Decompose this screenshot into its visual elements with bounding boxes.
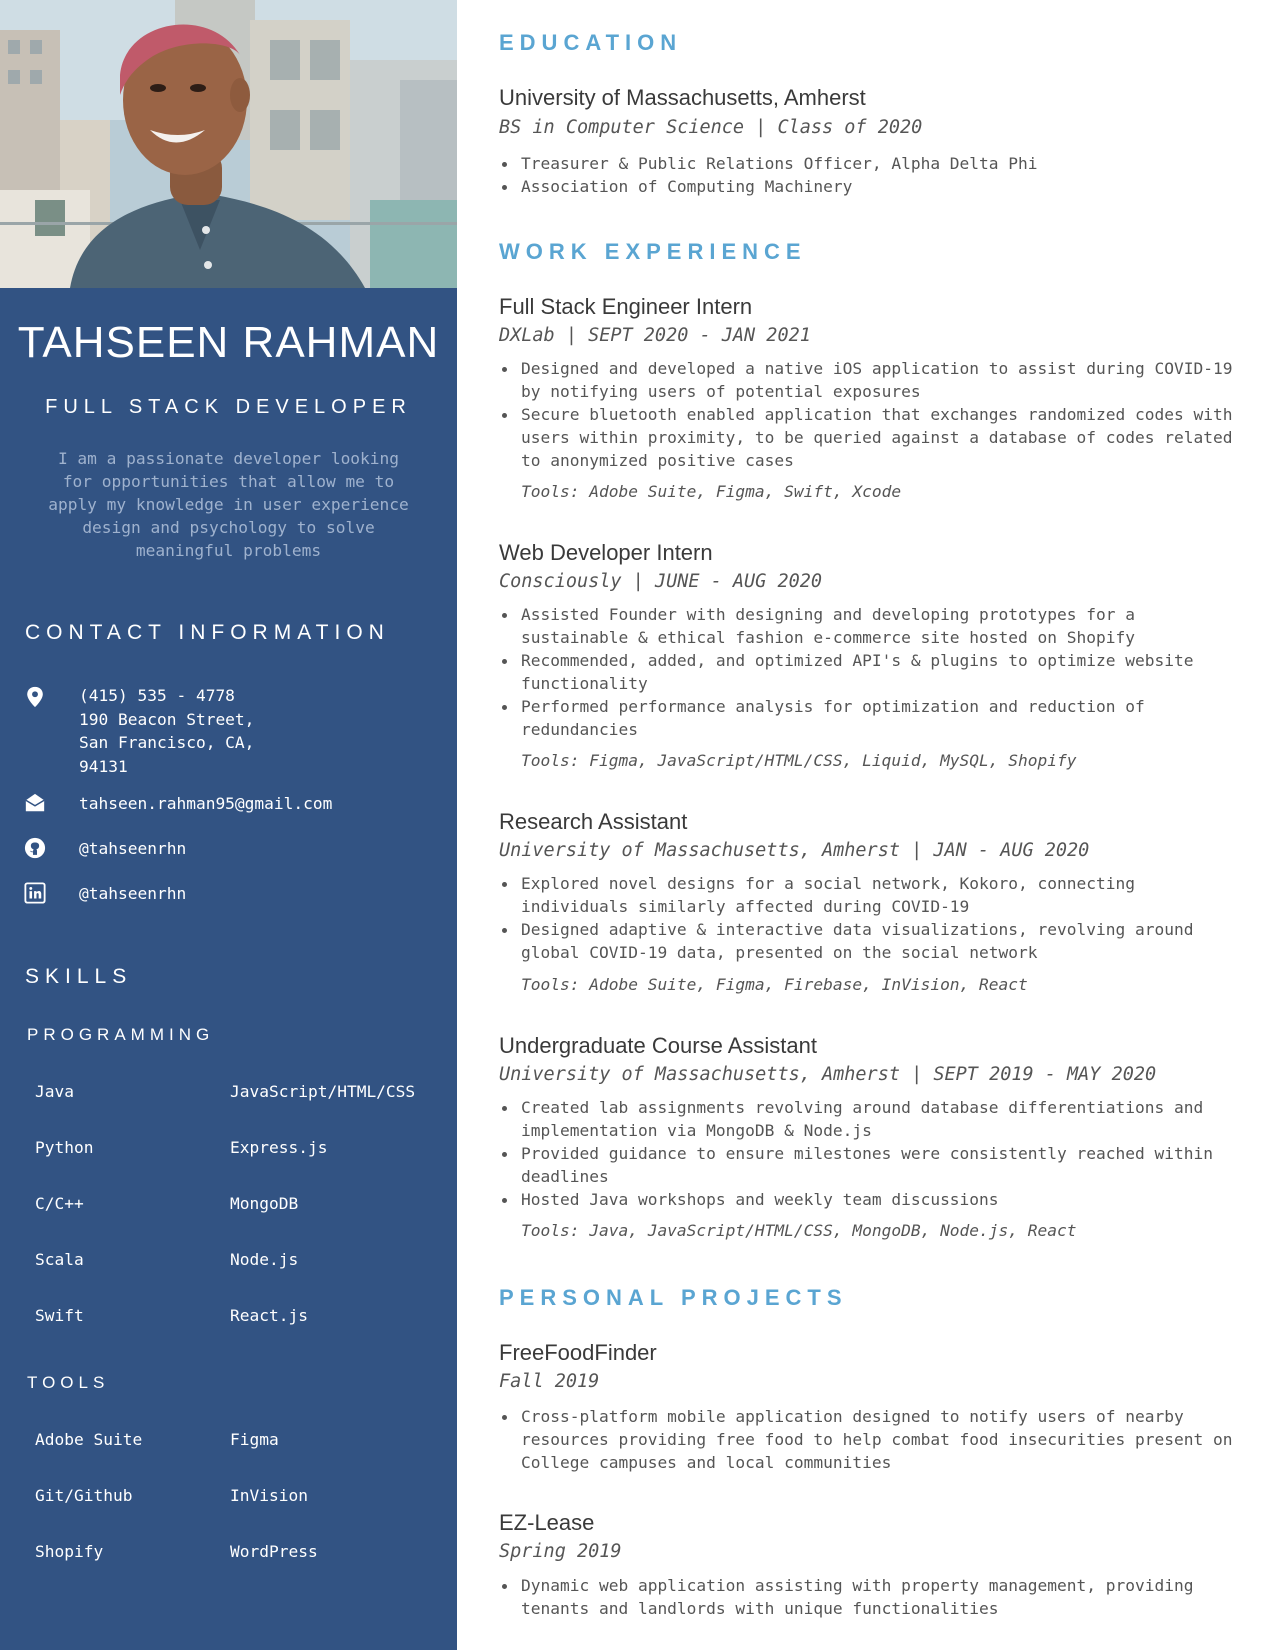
project-title: FreeFoodFinder bbox=[499, 1340, 657, 1365]
school-name: University of Massachusetts, Amherst bbox=[499, 85, 866, 110]
skill-item: Java bbox=[35, 1082, 74, 1101]
skill-item: C/C++ bbox=[35, 1194, 84, 1213]
list-item: Explored novel designs for a social network, Kokoro, connecting individuals similarly affected during COVID-19 bbox=[499, 872, 1239, 918]
tool-item: WordPress bbox=[230, 1542, 318, 1561]
skills-heading: SKILLS bbox=[25, 965, 133, 988]
projects-heading: PERSONAL PROJECTS bbox=[499, 1285, 848, 1310]
main-content bbox=[499, 0, 1244, 1650]
skill-item: MongoDB bbox=[230, 1194, 299, 1213]
tools-heading: TOOLS bbox=[27, 1373, 110, 1392]
job-title: Undergraduate Course Assistant bbox=[499, 1033, 817, 1058]
job-bullets bbox=[499, 872, 1239, 964]
linkedin-icon bbox=[24, 882, 46, 904]
sidebar bbox=[0, 0, 457, 1650]
skill-item: Swift bbox=[35, 1306, 84, 1325]
tool-item: Figma bbox=[230, 1430, 279, 1449]
skill-item: Scala bbox=[35, 1250, 84, 1269]
tool-item: Shopify bbox=[35, 1542, 104, 1561]
list-item: Secure bluetooth enabled application that exchanges randomized codes with users within proximity, to be queried against a database of codes related to anonymized positive cases bbox=[499, 403, 1239, 472]
phone-and-address: (415) 535 - 4778 190 Beacon Street, San Francisco, CA, 94131 bbox=[79, 686, 255, 776]
list-item: Provided guidance to ensure milestones were consistently reached within deadlines bbox=[499, 1142, 1239, 1188]
list-item: Recommended, added, and optimized API's & plugins to optimize website functionality bbox=[499, 649, 1239, 695]
programming-heading: PROGRAMMING bbox=[27, 1025, 215, 1044]
project-date: Fall 2019 bbox=[499, 1371, 600, 1392]
job-company-dates: Consciously | JUNE - AUG 2020 bbox=[499, 571, 823, 592]
github-icon bbox=[24, 837, 46, 859]
job-title: Full Stack Engineer Intern bbox=[499, 294, 753, 319]
profile-photo bbox=[0, 0, 457, 288]
email-link[interactable]: tahseen.rahman95@gmail.com bbox=[79, 794, 333, 813]
education-bullets bbox=[499, 152, 1239, 198]
linkedin-link[interactable]: @tahseenrhn bbox=[79, 884, 187, 903]
job-title: Research Assistant bbox=[499, 809, 688, 834]
job-bullets bbox=[499, 357, 1239, 472]
job-title: Web Developer Intern bbox=[499, 540, 713, 565]
project-bullets bbox=[499, 1405, 1239, 1474]
list-item: Association of Computing Machinery bbox=[499, 175, 1239, 198]
list-item: Assisted Founder with designing and developing prototypes for a sustainable & ethical fashion e-commerce site hosted on Shopify bbox=[499, 603, 1239, 649]
location-pin-icon bbox=[24, 686, 46, 708]
job-company-dates: DXLab | SEPT 2020 - JAN 2021 bbox=[499, 325, 811, 346]
contact-heading: CONTACT INFORMATION bbox=[25, 621, 390, 644]
job-bullets bbox=[499, 603, 1239, 741]
job-company-dates: University of Massachusetts, Amherst | JAN - AUG 2020 bbox=[499, 840, 1090, 861]
bio-summary: I am a passionate developer looking for opportunities that allow me to apply my knowledge in user experience design and psychology to solve meaningful problems bbox=[48, 449, 409, 560]
list-item: Cross-platform mobile application designed to notify users of nearby resources providing free food to help combat food insecurities present on College campuses and local communities bbox=[499, 1405, 1239, 1474]
list-item: Designed and developed a native iOS application to assist during COVID-19 by notifying users of potential exposures bbox=[499, 357, 1239, 403]
job-tools: Tools: Figma, JavaScript/HTML/CSS, Liquid, MySQL, Shopify bbox=[521, 751, 1077, 770]
skill-item: Express.js bbox=[230, 1138, 328, 1157]
job-bullets bbox=[499, 1096, 1239, 1211]
project-bullets bbox=[499, 1574, 1239, 1620]
job-company-dates: University of Massachusetts, Amherst | SEPT 2019 - MAY 2020 bbox=[499, 1064, 1157, 1085]
degree-line: BS in Computer Science | Class of 2020 bbox=[499, 117, 923, 138]
tool-item: Adobe Suite bbox=[35, 1430, 143, 1449]
education-heading: EDUCATION bbox=[499, 30, 683, 55]
skill-item: React.js bbox=[230, 1306, 308, 1325]
job-tools: Tools: Adobe Suite, Figma, Firebase, InVision, React bbox=[521, 975, 1028, 994]
skill-item: Node.js bbox=[230, 1250, 299, 1269]
project-title: EZ-Lease bbox=[499, 1510, 595, 1535]
tool-item: InVision bbox=[230, 1486, 308, 1505]
list-item: Treasurer & Public Relations Officer, Alpha Delta Phi bbox=[499, 152, 1239, 175]
envelope-icon bbox=[24, 792, 46, 814]
work-heading: WORK EXPERIENCE bbox=[499, 239, 807, 264]
list-item: Hosted Java workshops and weekly team discussions bbox=[499, 1188, 1239, 1211]
skill-item: Python bbox=[35, 1138, 94, 1157]
list-item: Dynamic web application assisting with property management, providing tenants and landlords with unique functionalities bbox=[499, 1574, 1239, 1620]
tool-item: Git/Github bbox=[35, 1486, 133, 1505]
list-item: Created lab assignments revolving around database differentiations and implementation via MongoDB & Node.js bbox=[499, 1096, 1239, 1142]
job-tools: Tools: Java, JavaScript/HTML/CSS, MongoDB, Node.js, React bbox=[521, 1221, 1077, 1240]
project-date: Spring 2019 bbox=[499, 1541, 622, 1562]
list-item: Designed adaptive & interactive data visualizations, revolving around global COVID-19 data, presented on the social network bbox=[499, 918, 1239, 964]
github-link[interactable]: @tahseenrhn bbox=[79, 839, 187, 858]
job-tools: Tools: Adobe Suite, Figma, Swift, Xcode bbox=[521, 482, 902, 501]
person-name: TAHSEEN RAHMAN bbox=[17, 318, 440, 367]
skill-item: JavaScript/HTML/CSS bbox=[230, 1082, 416, 1101]
list-item: Performed performance analysis for optimization and reduction of redundancies bbox=[499, 695, 1239, 741]
job-title: FULL STACK DEVELOPER bbox=[45, 396, 412, 418]
